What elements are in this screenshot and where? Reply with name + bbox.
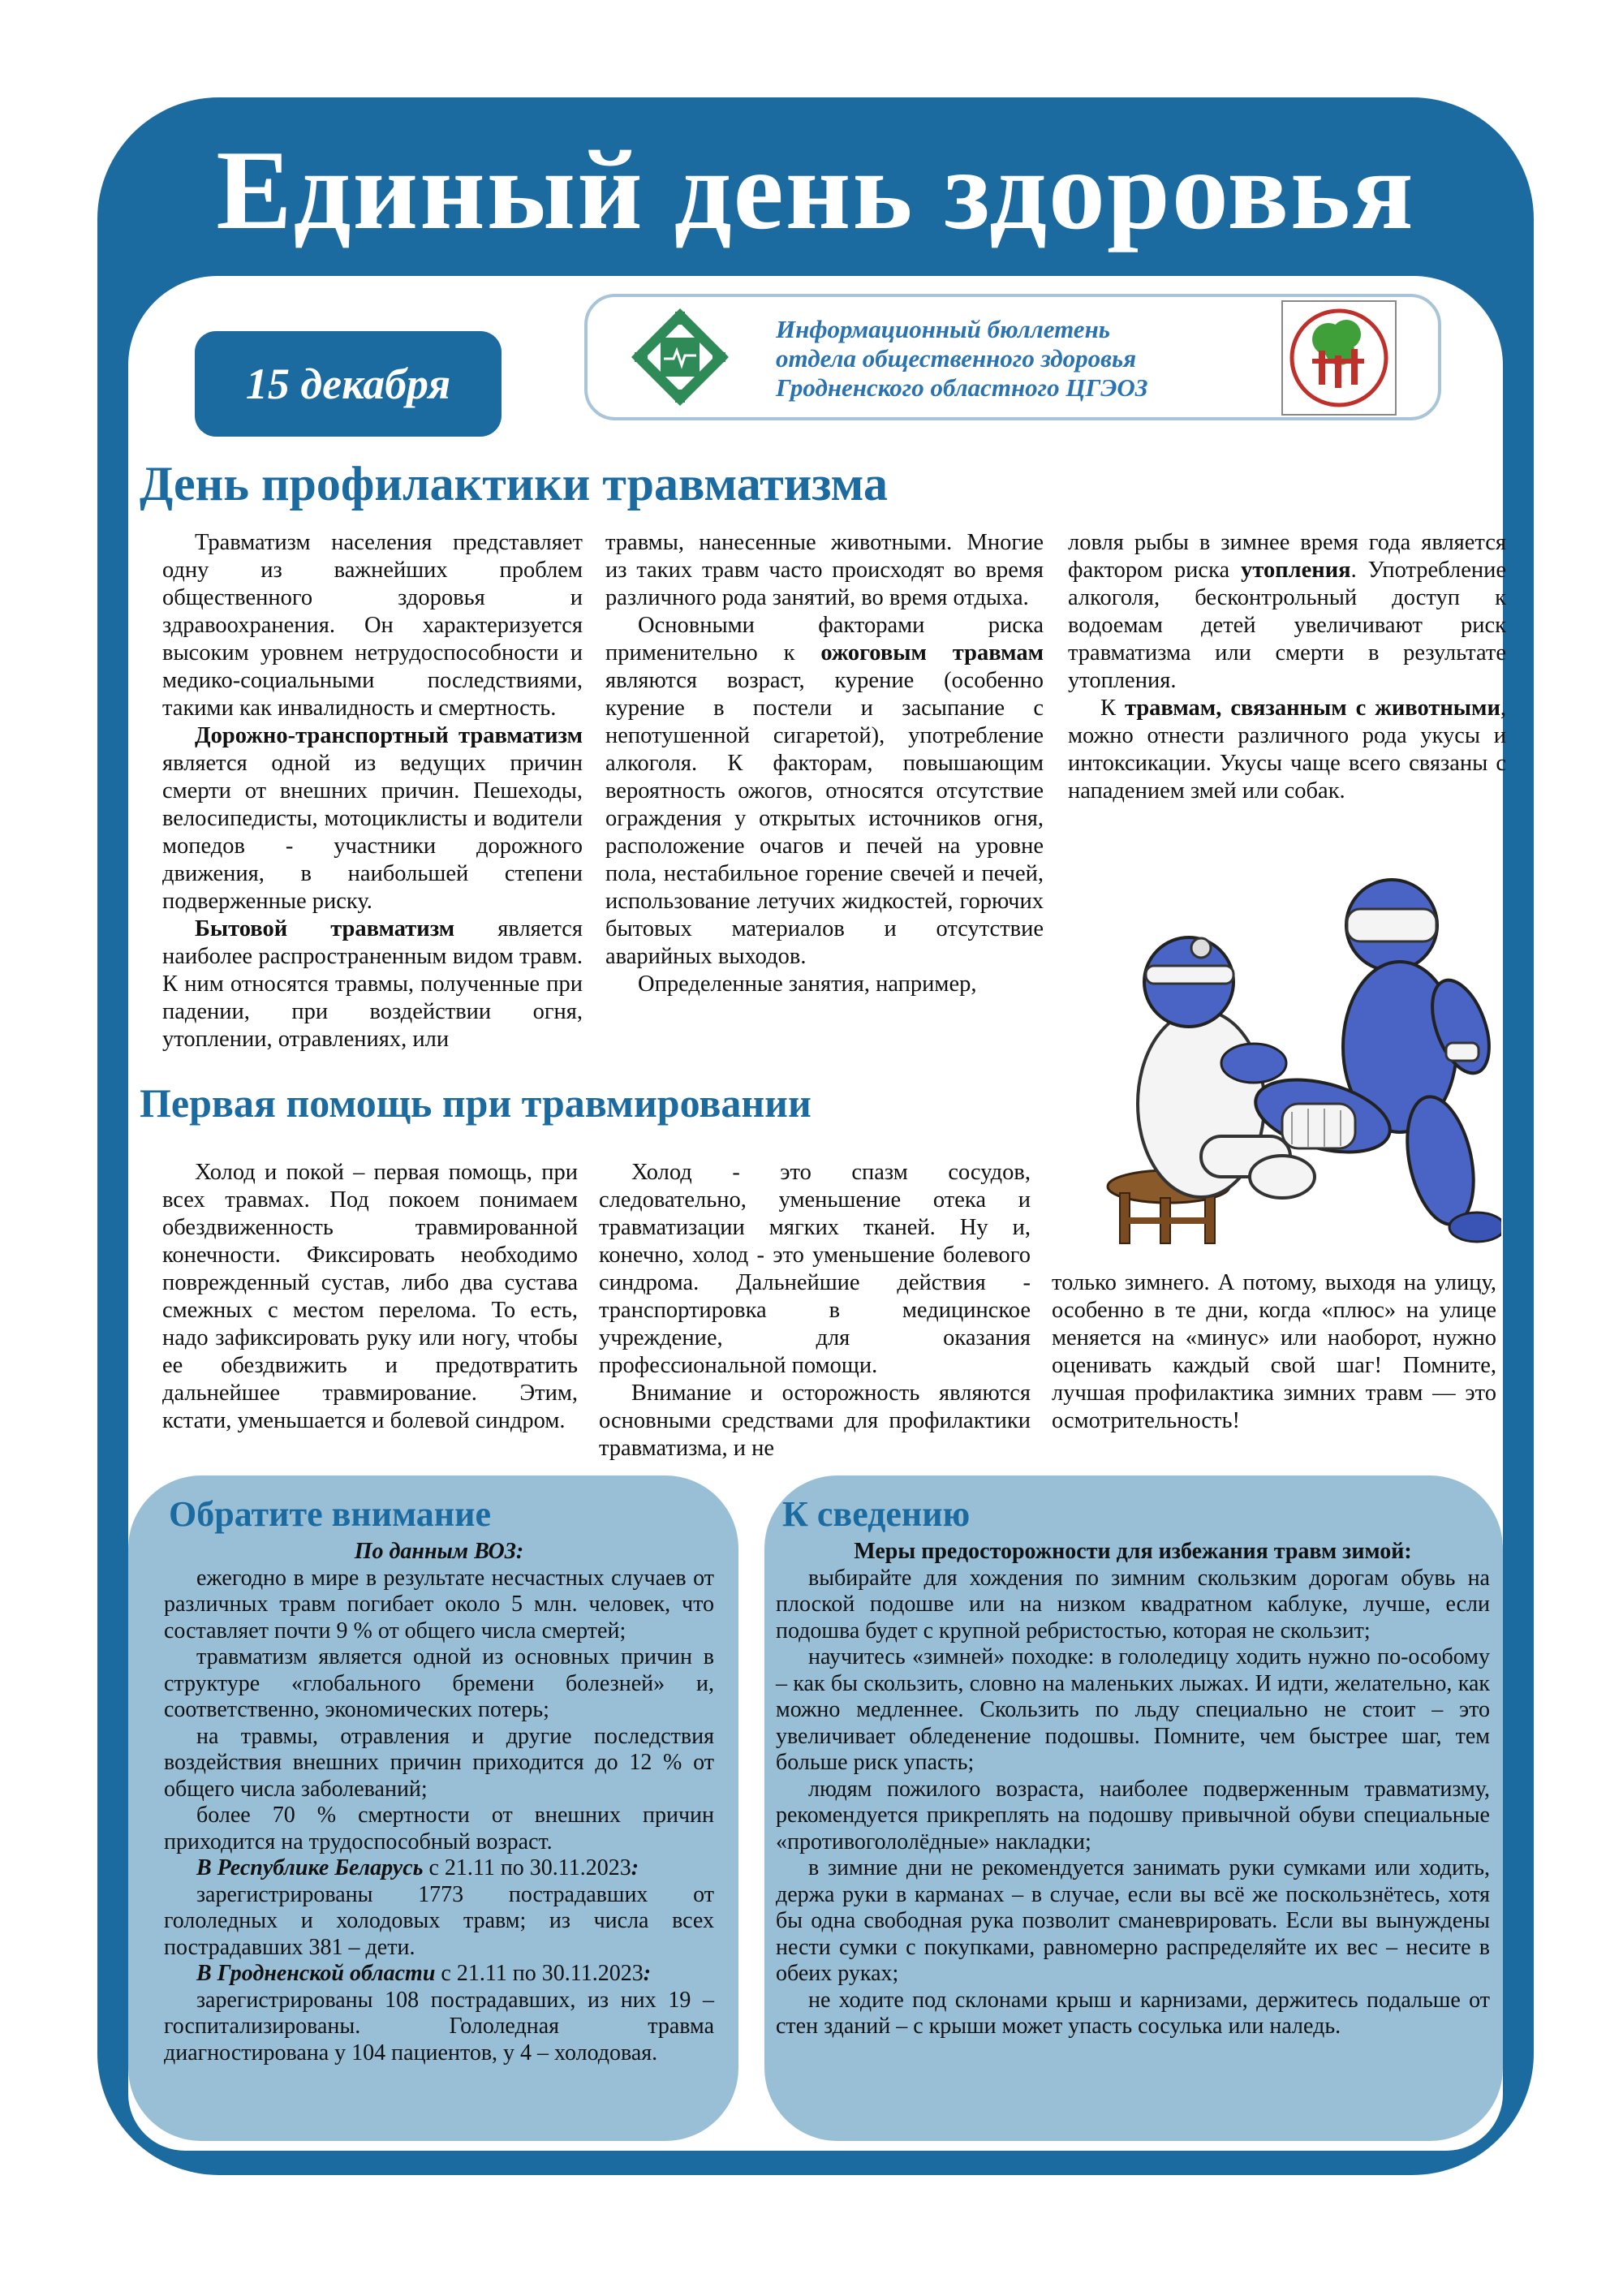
region-name: В Республике Беларусь	[196, 1855, 424, 1880]
bold-term: Дорожно-транспортный травматизм	[195, 723, 583, 748]
paragraph	[1068, 695, 1506, 805]
paragraph: Травматизм населения представляет одну из важнейших проблем общественного здоровья и здравоохранения. Он характеризуется высоким уровнем нетрудоспособности и медико-социальными последствиями, такими как инвалидность и смертность.	[162, 530, 583, 721]
attention-subtitle: По данным ВОЗ:	[354, 1539, 524, 1564]
info-box	[764, 1475, 1503, 2141]
list-item: в зимние дни не рекомендуется занимать руки сумками или ходить, держа руки в карманах – в случае, если вы всё же поскользнётесь, хотя бы одна свободная рука позволит сманеврировать. Если вы вынуждены нести сумки с покупками, равномерно распределяйте их вес – несите в обеих руках;	[776, 1855, 1490, 1986]
paragraph: Холод - это спазм сосудов, следовательно, уменьшение отека и травматизации мягких тканей. Ну и, конечно, холод - это уменьшение болевого синдрома. Дальнейшие действия - транспортировка в медицинское учреждение, для оказания профессиональной помощи.	[599, 1160, 1031, 1378]
bold-term: ожоговым травмам	[820, 640, 1044, 666]
paragraph: Внимание и осторожность являются основными средствами для профилактики травматизма, и не	[599, 1381, 1031, 1461]
list-item: более 70 % смертности от внешних причин приходится на трудоспособный возраст.	[164, 1803, 714, 1854]
list-item: травматизм является одной из основных причин в структуре «глобального бремени болезней» и, соответственно, экономических потерь;	[164, 1644, 714, 1722]
page-title: Единый день здоровья	[216, 127, 1415, 253]
paragraph: травмы, нанесенные животными. Многие из таких травм часто происходят во время различного рода занятий, во время отдыха.	[605, 530, 1044, 610]
paragraph: Холод и покой – первая помощь, при всех травмах. Под покоем понимаем обездвиженность травмированной конечности. Фиксировать необходимо поврежденный сустав, либо два сустава смежных с местом перелома. То есть, надо зафиксировать руку или ногу, чтобы ее обездвижить и предотвратить дальнейшее травмирование. Этим, кстати, уменьшается и болевой синдром.	[162, 1160, 578, 1433]
list-item: выбирайте для хождения по зимним скользким дорогам обувь на плоской подошве или на низком квадратном каблуке, лучше, если подошва будет с крупной ребристостью, которая не скользит;	[776, 1565, 1490, 1643]
region-line-belarus	[164, 1855, 714, 1882]
info-title: К сведению	[782, 1494, 971, 1534]
section2-column-3	[1052, 1269, 1496, 1435]
bold-term: травмам, связанным с животными	[1124, 696, 1500, 721]
bold-term: Бытовой травматизм	[195, 916, 455, 941]
paragraph-text: . Употребление алкоголя, бесконтрольный доступ к водоемам детей увеличивают риск травматизма или смерти в результате утопления.	[1068, 558, 1506, 693]
section1-column-1	[162, 529, 583, 1053]
paragraph-text: является наиболее распространенным видом травм. К ним относятся травмы, полученные при падении, при воздействии огня, утоплении, отравлениях, или	[162, 916, 583, 1052]
attention-box	[128, 1475, 738, 2141]
bulletin-line-3: Гродненского областного ЦГЭОЗ	[776, 373, 1148, 402]
list-item: зарегистрированы 108 пострадавших, из них 19 – госпитализированы. Гололедная травма диагностирована у 104 пациентов, у 4 – холодовая.	[164, 1987, 714, 2066]
colon: :	[631, 1855, 639, 1880]
paragraph	[162, 915, 583, 1053]
section-heading-prevention: День профилактики травматизма	[140, 457, 889, 510]
region-name: В Гродненской области	[196, 1961, 436, 1986]
doctor-bandaging-patient-illustration	[1079, 860, 1501, 1250]
period-text: с 21.11 по 30.11.2023	[423, 1855, 631, 1880]
list-item: научитесь «зимней» походке: в гололедицу ходить нужно по-особому – как бы скользить, словно на маленьких лыжах. И идти, желательно, как можно медленнее. Скользить по льду специально не стоит – это увеличивает обледенение подошвы. Помните, чем быстрее шаг, тем больше риск упасть;	[776, 1644, 1490, 1775]
list-item: на травмы, отравления и другие последствия воздействия внешних причин приходится до 12 % от общего числа заболеваний;	[164, 1723, 714, 1802]
healthy-people-logo-icon	[1281, 300, 1397, 416]
section-heading-first-aid: Первая помощь при травмировании	[140, 1080, 812, 1126]
period-text: с 21.11 по 30.11.2023	[435, 1961, 644, 1986]
bold-term: утопления	[1241, 558, 1351, 583]
paragraph	[1068, 529, 1506, 695]
bulletin-info-box	[584, 294, 1441, 420]
list-item: не ходите под склонами крыш и карнизами, держитесь подальше от стен зданий – с крыши может упасть сосулька или наледь.	[776, 1987, 1490, 2039]
list-item: зарегистрированы 1773 пострадавших от гололедных и холодовых травм; из числа всех пострадавших 381 – дети.	[164, 1881, 714, 1960]
paragraph-text: являются возраст, курение (особенно курение в постели и засыпание с непотушенной сигаретой), употребление алкоголя. К факторам, повышающим вероятность ожогов, относятся отсутствие ограждения у открытых источников огня, расположение очагов и печей на уровне пола, нестабильное горение свечей и печей, использование летучих жидкостей, горючих бытовых материалов и отсутствие аварийных выходов.	[605, 668, 1044, 969]
list-item: ежегодно в мире в результате несчастных случаев от различных травм погибает около 5 млн. человек, что составляет почти 9 % от общего числа смертей;	[164, 1565, 714, 1643]
paragraph	[162, 722, 583, 915]
paragraph: только зимнего. А потому, выходя на улицу, особенно в те дни, когда «плюс» на улице меняется на «минус» или наоборот, нужно оценивать каждый свой шаг! Помните, лучшая профилактика зимних травм — это осмотрительность!	[1052, 1270, 1496, 1433]
colon: :	[643, 1961, 652, 1986]
paragraph-text: , можно отнести различного рода укусы и интоксикации. Укусы чаще всего связаны с нападением змей или собак.	[1068, 696, 1506, 803]
paragraph: Определенные занятия, например,	[638, 971, 977, 997]
bulletin-line-1: Информационный бюллетень	[776, 315, 1110, 343]
ornament-logo-icon	[628, 305, 732, 409]
paragraph	[605, 612, 1044, 971]
info-text	[776, 1539, 1490, 2040]
bulletin-text	[776, 315, 1148, 403]
paragraph-text: ловля рыбы в зимнее время года является фактором риска	[1068, 530, 1506, 583]
paragraph-text: К	[1100, 696, 1125, 721]
section1-column-2	[605, 529, 1044, 998]
paragraph-text: является одной из ведущих причин смерти от внешних причин. Пешеходы, велосипедисты, мотоциклисты и водители мопедов - участники дорожного движения, в наибольшей степени подверженные риску.	[162, 751, 583, 914]
list-item: людям пожилого возраста, наиболее подверженным травматизму, рекомендуется прикреплять на подошву привычной обуви специальные «противогололёдные» накладки;	[776, 1776, 1490, 1854]
region-line-grodno	[164, 1961, 714, 1988]
attention-title: Обратите внимание	[169, 1494, 492, 1534]
section2-column-1	[162, 1159, 578, 1435]
paragraph-text: Основными факторами риска применительно к	[605, 613, 1044, 666]
section1-column-3	[1068, 529, 1506, 805]
attention-text	[164, 1539, 714, 2066]
info-subtitle: Меры предосторожности для избежания травм зимой:	[854, 1539, 1412, 1564]
section2-column-2	[599, 1159, 1031, 1462]
date-badge: 15 декабря	[195, 331, 502, 437]
bulletin-line-2: отдела общественного здоровья	[776, 344, 1137, 373]
